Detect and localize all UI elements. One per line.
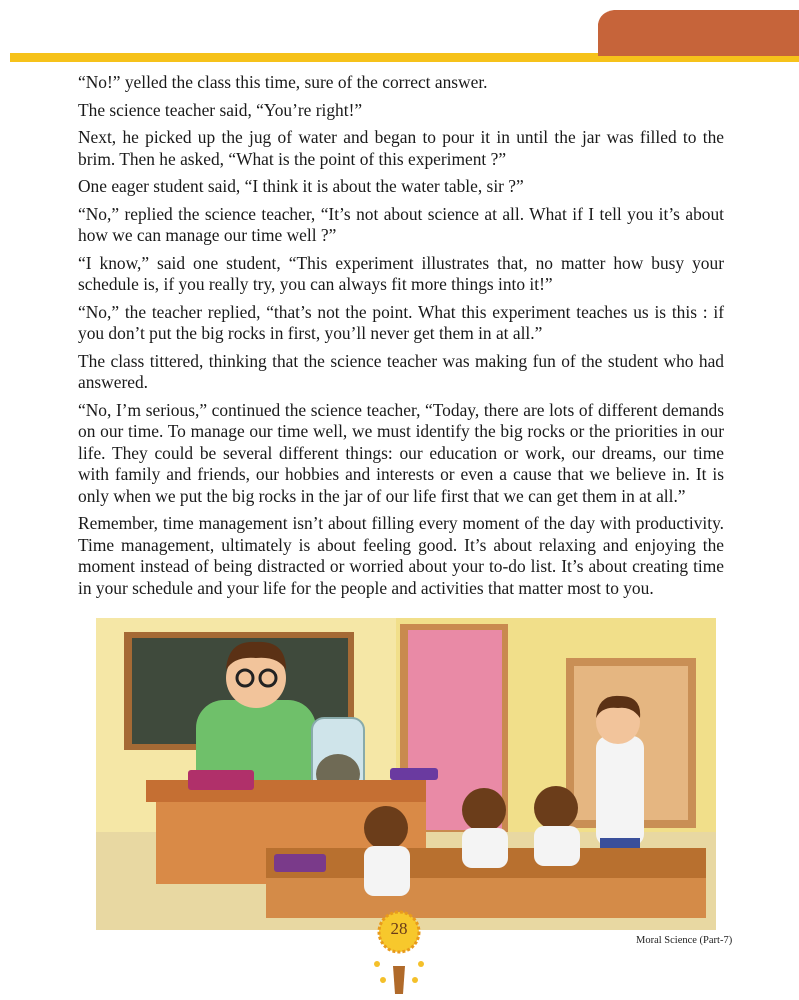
badge-dot (418, 961, 424, 967)
paragraph: “No, I’m serious,” continued the science teacher, “Today, there are lots of different demands on our time. To manage our time well, we must identify the big rocks or the priorities in our life. They could be several different things: our education or work, our dreams, our time with family and friends, our hobbies and interests or even a cause that we believe in. It is only when we put the big rocks in the jar of our life first that we can get them in at all.” (78, 399, 724, 506)
paragraph: “No!” yelled the class this time, sure of the correct answer. (78, 72, 488, 92)
seated-student-2-head (462, 788, 506, 832)
student-bench-front (266, 878, 706, 918)
seated-student-1-body (364, 846, 410, 896)
paragraph: The class tittered, thinking that the science teacher was making fun of the student who had answered. (78, 350, 724, 392)
book-on-desk-2 (390, 768, 438, 780)
seated-student-3-head (534, 786, 578, 830)
badge-dot (374, 961, 380, 967)
seated-student-2-body (462, 828, 508, 868)
header-decoration (0, 0, 799, 70)
body-text (78, 72, 724, 605)
paragraph: “No,” the teacher replied, “that’s not the point. What this experiment teaches us is this : if you don’t put the big rocks in first, you’ll never get them in at all.” (78, 301, 724, 343)
paragraph: “I know,” said one student, “This experiment illustrates that, no matter how busy your schedule is, if you really try, you can always fit more things into it!” (78, 252, 724, 294)
badge-dot (412, 977, 418, 983)
seated-student-3-body (534, 826, 580, 866)
book-title: Moral Science (Part-7) (636, 935, 733, 946)
paragraph: The science teacher said, “You’re right!” (78, 99, 363, 120)
paragraph: Remember, time management isn’t about filling every moment of the day with productivity. Time management, ultimately is about feeling good. It’s about relaxing and enjoying the moment instead of being distracted or worried about your to-do list. It’s about creating time in your schedule and your life for the people and activities that matter most to you. (78, 513, 724, 598)
paragraph: One eager student said, “I think it is about the water table, sir ?” (78, 176, 524, 196)
paragraph: “No,” replied the science teacher, “It’s not about science at all. What if I tell you it’s about how we can manage our time well ?” (78, 203, 724, 245)
standing-student-body (596, 736, 644, 846)
classroom-illustration (96, 618, 716, 930)
badge-dot (380, 977, 386, 983)
page-number: 28 (390, 919, 408, 938)
badge-tree (393, 966, 405, 994)
orange-corner-tab (598, 10, 799, 56)
book-on-desk (188, 770, 254, 790)
paragraph: Next, he picked up the jug of water and began to pour it in until the jar was filled to the brim. Then he asked, “What is the point of this experiment ?” (78, 127, 724, 169)
student-book (274, 854, 326, 872)
seated-student-1-head (364, 806, 408, 850)
